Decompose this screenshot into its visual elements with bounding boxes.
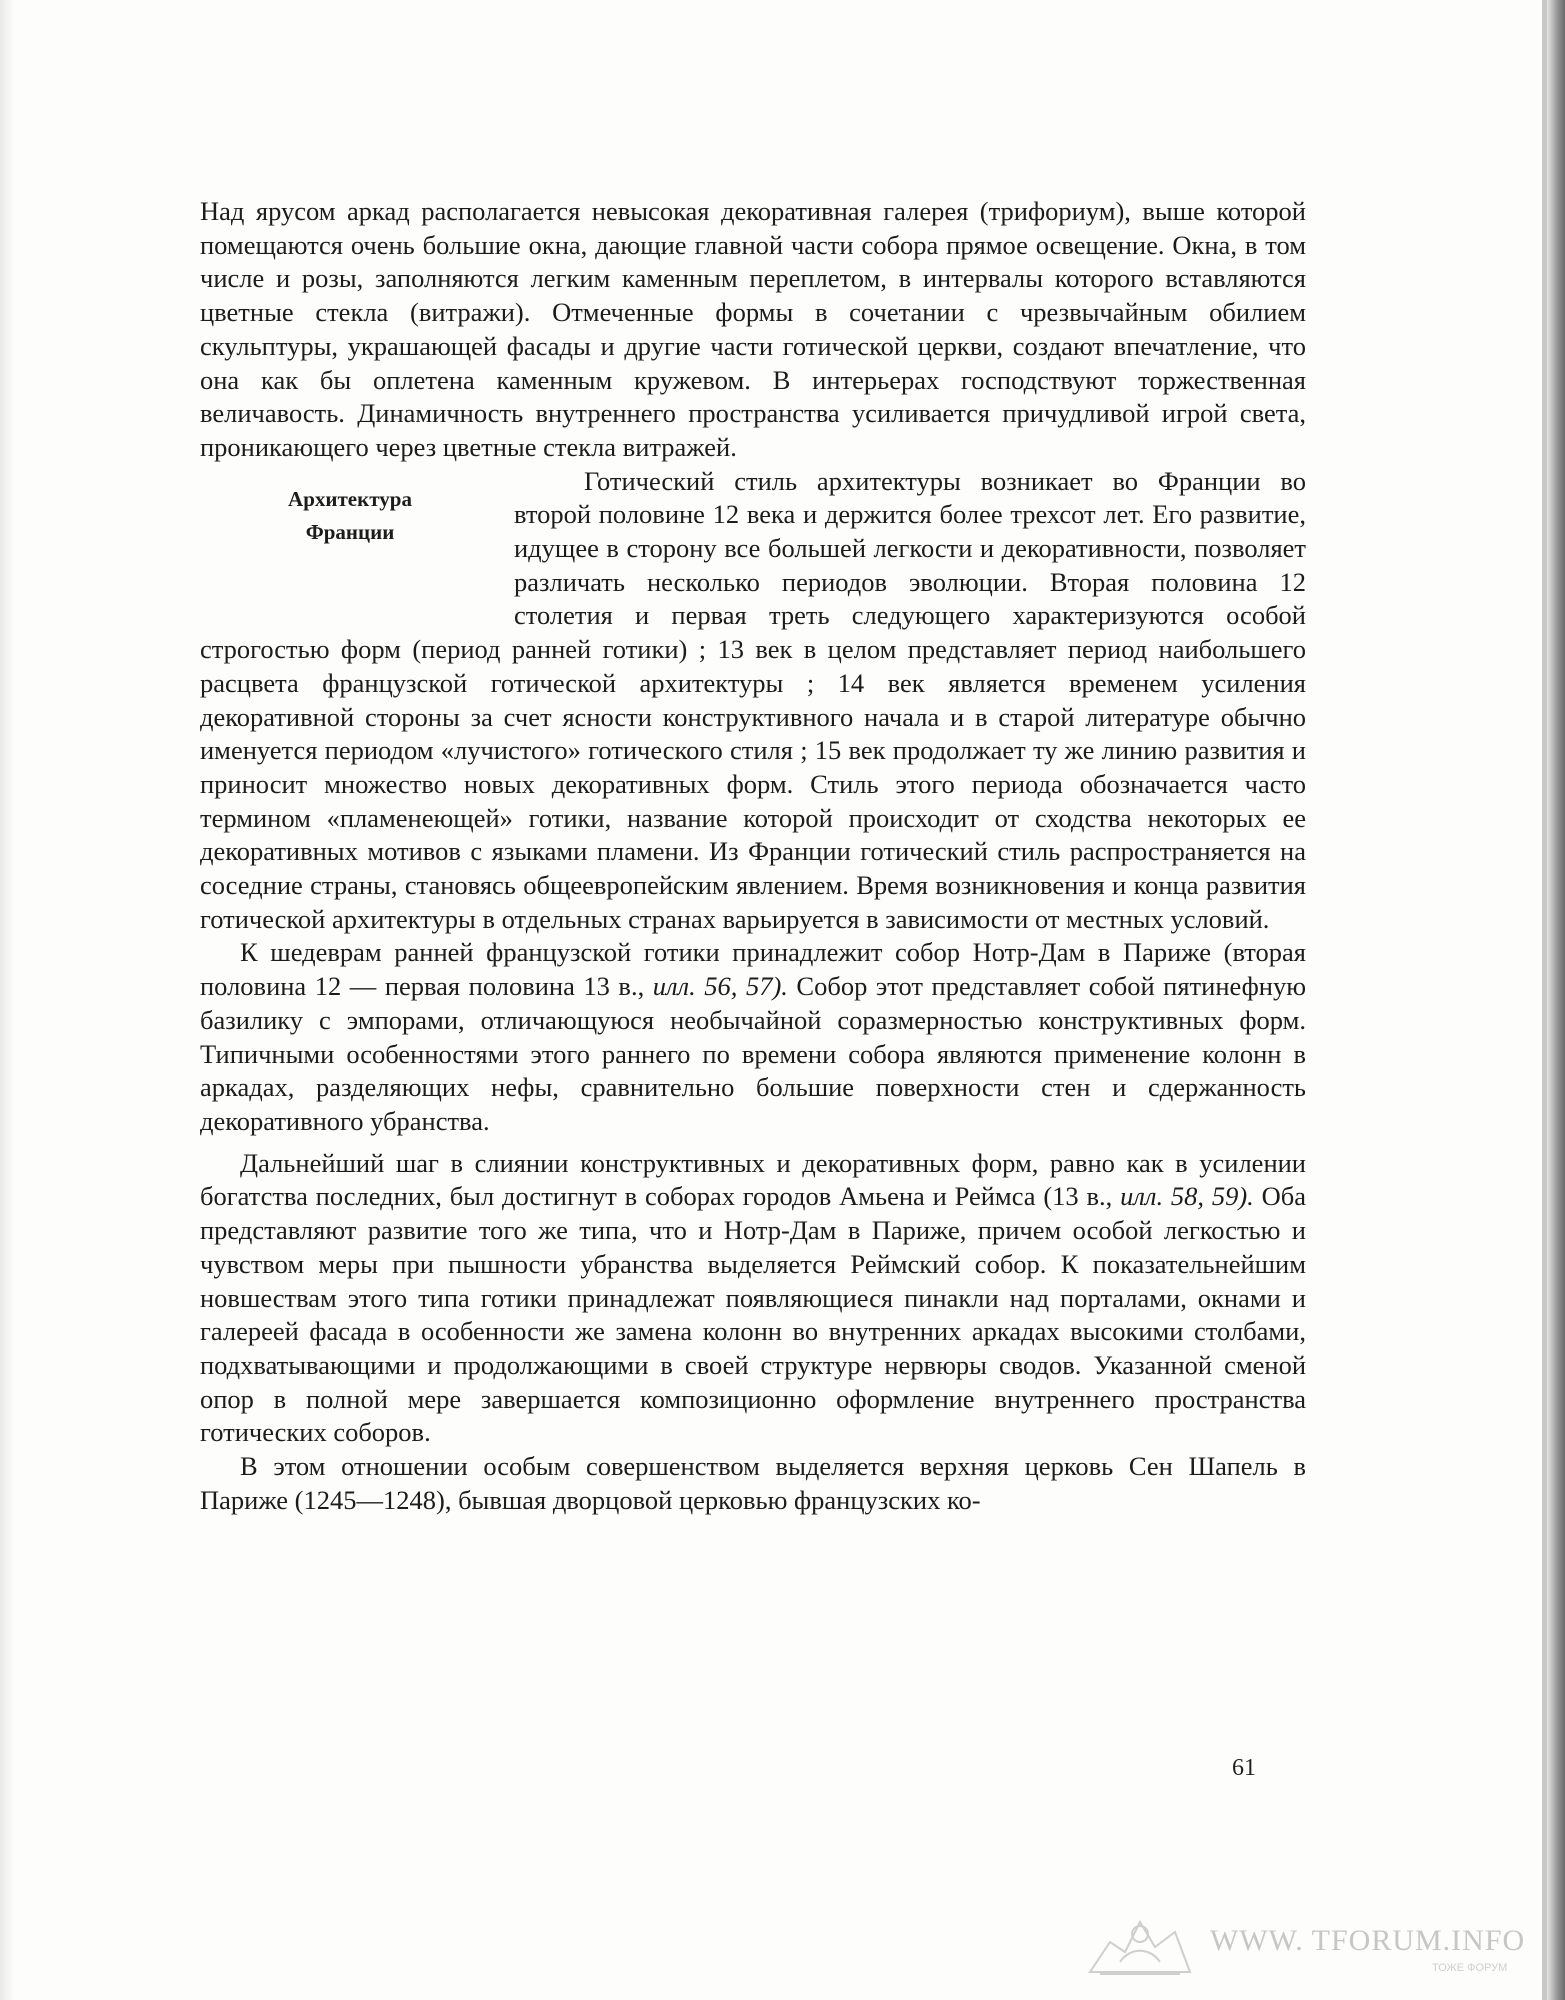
watermark-subtext: ТОЖЕ ФОРУМ [1432, 1962, 1508, 1974]
illustration-reference: илл. 56, 57). [652, 971, 788, 1002]
paragraph-gap [200, 1139, 1306, 1147]
page-number: 61 [1232, 1755, 1256, 1781]
side-heading-line-1: Архитектура [288, 486, 412, 511]
lion-knight-logo-icon [1080, 1902, 1200, 1982]
paragraph-amiens-text-end: Оба представляют развитие того же типа, что и Нотр-Дам в Париже, причем особой легкостью и чувством меры при пышности убранства выделяется Реймский собор. К показательнейшим новшествам этого типа готики принадлежат появляющиеся пинакли над порталами, окнами и галереей фасада в особенности же замена колонн во внутренних аркадах высокими столбами, подхватывающими и продолжающими в своей структуре нервюры сводов. Указанной сменой опор в полной мере завершается композиционно оформление внутреннего пространства готических соборов. [200, 1181, 1306, 1448]
paragraph-sainte-chapelle: В этом отношении особым совершенством выделяется верхняя церковь Сен Шапель в Париже (1245—1248), бывшая дворцовой церковью французских ко- [200, 1451, 1306, 1515]
watermark-text: WWW. TFORUM.INFO [1210, 1924, 1526, 1957]
paragraph-amiens-text-start: Дальнейший шаг в слиянии конструктивных и декоративных форм, равно как в усилении богатства последних, был достигнут в соборах городов Амьена и Реймса (13 в., [200, 1147, 1306, 1212]
side-heading-line-2: Франции [305, 520, 395, 545]
paragraph-triforium: Над ярусом аркад располагается невысокая декоративная галерея (трифориум), выше которой помещаются очень большие окна, дающие главной части собора прямое освещение. Окна, в том числе и розы, заполняются легким каменным переплетом, в интервалы которого вставляются цветные стекла (витражи). Отмеченные формы в сочетании с чрезвычайным обилием скульптуры, украшающей фасады и другие части готической церкви, создают впечатление, что она как бы оплетена каменным кружевом. В интерьерах господствуют торжественная величавость. Динамичность внутреннего пространства усиливается причудливой игрой света, проникающего через цветные стекла витражей. [200, 196, 1306, 462]
page-left-shadow [0, 0, 14, 2000]
illustration-reference: илл. 58, 59). [1120, 1181, 1254, 1212]
paragraph-notre-dame-text-end: Собор этот представляет собой пятинефную базилику с эмпорами, отличающуюся необычайной соразмерностью конструктивных форм. Типичными особенностями этого раннего по времени собора являются применение колонн в аркадах, разделяющих нефы, сравнительно большие поверхности стен и сдержанность декоративного убранства. [200, 971, 1306, 1136]
side-heading [200, 465, 500, 600]
paragraph-france-architecture: Готический стиль архитектуры возникает во Франции во второй половине 12 века и держится более трехсот лет. Его развитие, идущее в сторону все большей легкости и декоративности, позволяет различать несколько периодов эволюции. Вторая половина 12 столетия и первая треть следующего характеризуются особой строгостью форм (период ранней готики) ; 13 век в целом представляет период наибольшего расцвета французской готической архитектуры ; 14 век является временем усиления декоративной стороны за счет ясности конструктивного начала и в старой литературе обычно именуется периодом «лучистого» готического стиля ; 15 век продолжает ту же линию развития и приносит множество новых декоративных форм. Стиль этого периода обозначается часто термином «пламенеющей» готики, название которой происходит от сходства некоторых ее декоративных мотивов с языками пламени. Из Франции готический стиль распространяется на соседние страны, становясь общеевропейским явлением. Время возникновения и конца развития готической архитектуры в отдельных странах варьируется в зависимости от местных условий. [200, 465, 1306, 934]
paragraph-amiens-reims [200, 1147, 1306, 1450]
paragraph-notre-dame-text-start: К шедеврам ранней французской готики принадлежит собор Нотр-Дам в Париже (вторая половина 12 — первая половина 13 в., [200, 937, 1306, 1002]
page-right-edge-shadow [1547, 0, 1565, 2000]
body-text [200, 195, 1306, 1517]
watermark [1080, 1902, 1526, 1982]
paragraph-notre-dame [200, 936, 1306, 1138]
